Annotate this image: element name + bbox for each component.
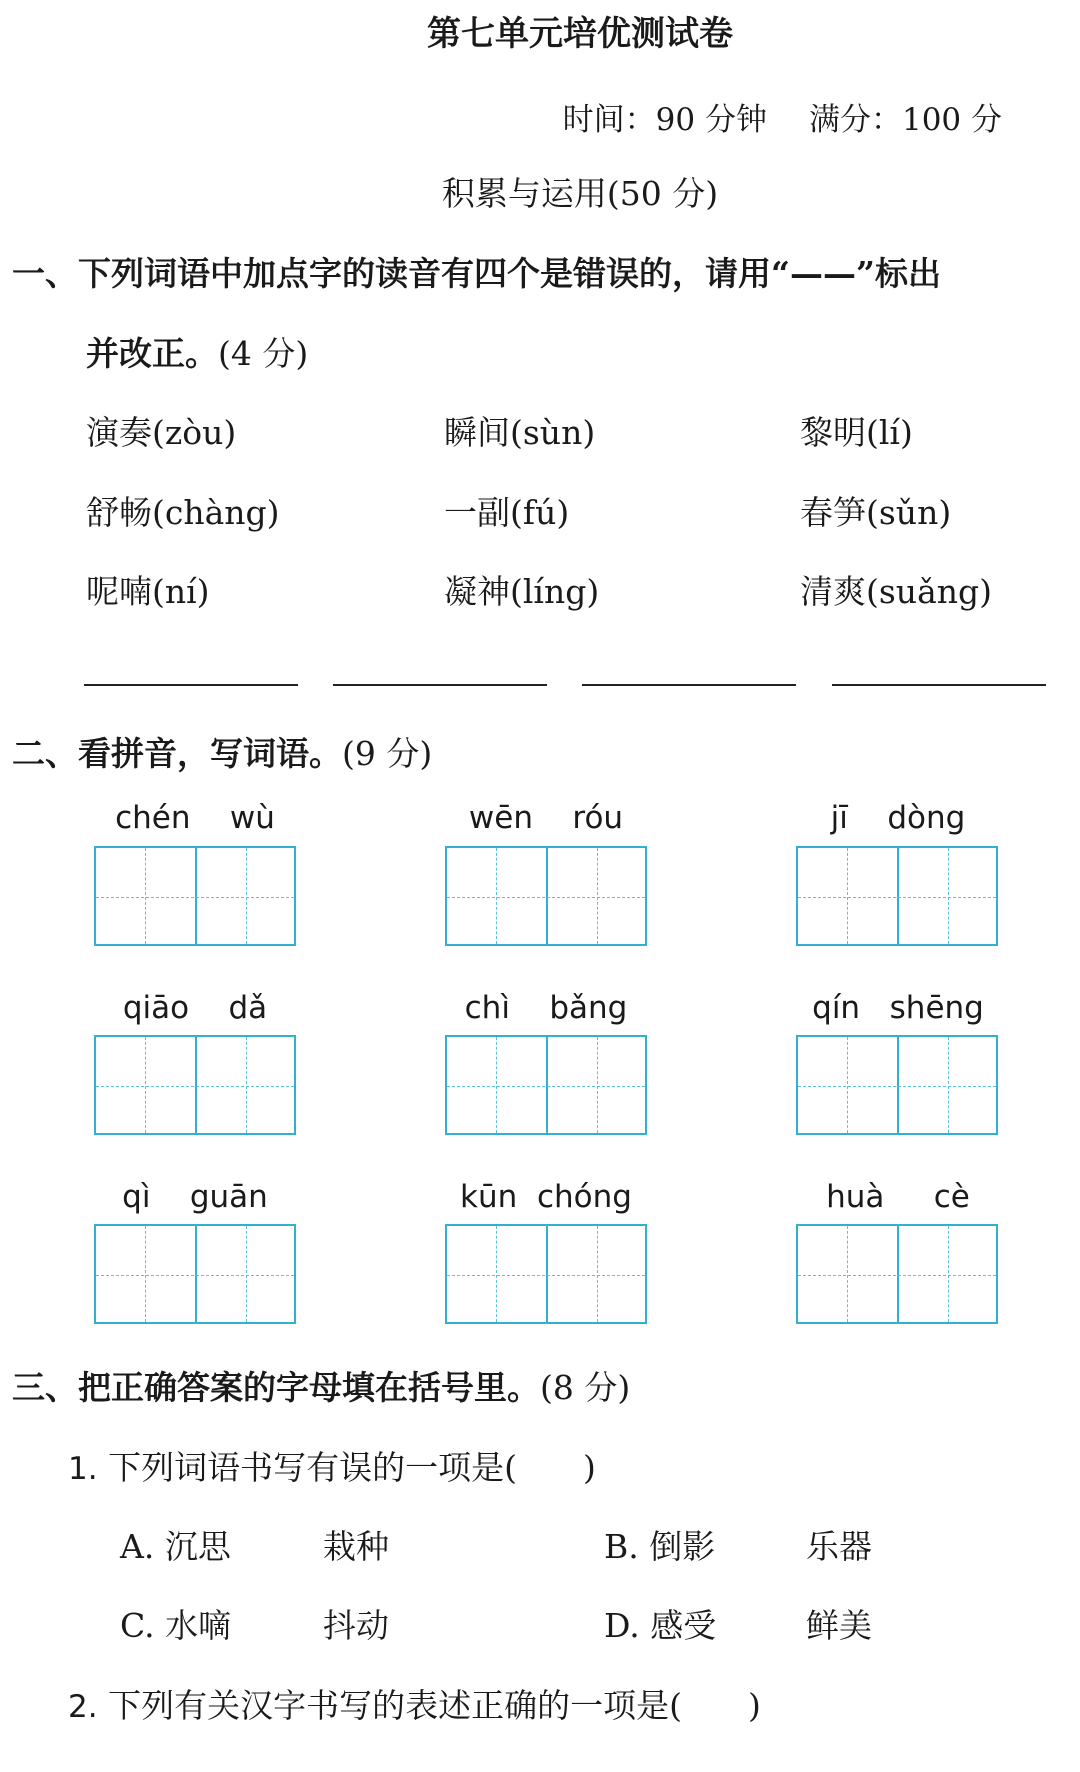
word-item: 一副(fú) [444,493,570,532]
score-label: 满分：100 分 [808,102,1002,138]
option-d-word2: 鲜美 [806,1606,872,1645]
section1-points: (4 分) [218,334,309,373]
writing-grid[interactable] [796,1224,998,1324]
writing-grid[interactable] [445,846,647,946]
pinyin-label: qín shēng [812,990,984,1026]
writing-grid[interactable] [94,1224,296,1324]
option-a-word2: 栽种 [323,1527,389,1566]
writing-grid[interactable] [796,846,998,946]
exam-title: 第七单元培优测试卷 [427,14,733,54]
writing-grid[interactable] [94,846,296,946]
pinyin-label: chén wù [115,800,275,836]
section2-heading [12,728,432,775]
pinyin-label: wēn róu [468,800,624,836]
exam-meta [563,94,1002,139]
pinyin-label: qiāo dǎ [122,990,268,1026]
option-b[interactable]: B. 倒影 [604,1527,716,1566]
writing-grid[interactable] [445,1035,647,1135]
pinyin-label: jī dòng [830,800,966,836]
option-d[interactable]: D. 感受 [604,1606,717,1645]
word-item: 清爽(suǎng) [800,572,992,611]
pinyin-label: kūn chóng [460,1179,632,1215]
time-label: 时间：90 分钟 [562,102,767,138]
option-a[interactable]: A. 沉思 [120,1527,231,1566]
question-1 [68,1442,596,1489]
question-number: 2. [68,1689,98,1725]
word-item: 舒畅(chàng) [86,493,280,532]
section3-heading [12,1362,630,1409]
answer-blank-3[interactable] [582,684,796,686]
word-item: 瞬间(sùn) [444,413,596,452]
writing-grid[interactable] [445,1224,647,1324]
pinyin-label: huà cè [826,1179,970,1215]
word-item: 凝神(líng) [444,572,600,611]
section1-heading-cont [86,328,308,375]
part-title: 积累与运用(50 分) [441,174,719,213]
word-item: 演奏(zòu) [86,413,237,452]
question-text: 下列词语书写有误的一项是( ) [108,1448,596,1487]
section1-heading [12,248,941,295]
answer-blank-2[interactable] [333,684,547,686]
question-text: 下列有关汉字书写的表述正确的一项是( ) [108,1686,761,1725]
option-c-word2: 抖动 [323,1606,389,1645]
word-item: 春笋(sǔn) [800,493,952,532]
pinyin-label: chì bǎng [464,990,628,1026]
section2-heading-text: 二、看拼音，写词语。 [12,734,342,773]
section3-points: (8 分) [540,1368,631,1407]
section2-points: (9 分) [342,734,433,773]
option-b-word2: 乐器 [806,1527,872,1566]
writing-grid[interactable] [94,1035,296,1135]
question-2 [68,1680,761,1727]
pinyin-label: qì guān [122,1179,268,1215]
answer-blank-1[interactable] [84,684,298,686]
section1-heading-cont-text: 并改正。 [86,334,218,373]
section3-heading-text: 三、把正确答案的字母填在括号里。 [12,1368,540,1407]
section1-heading-text: 一、下列词语中加点字的读音有四个是错误的，请用“——”标出 [12,254,941,293]
answer-blank-4[interactable] [832,684,1046,686]
option-c[interactable]: C. 水嘀 [120,1606,232,1645]
word-item: 黎明(lí) [800,413,913,452]
question-number: 1. [68,1451,98,1487]
writing-grid[interactable] [796,1035,998,1135]
word-item: 呢喃(ní) [86,572,210,611]
